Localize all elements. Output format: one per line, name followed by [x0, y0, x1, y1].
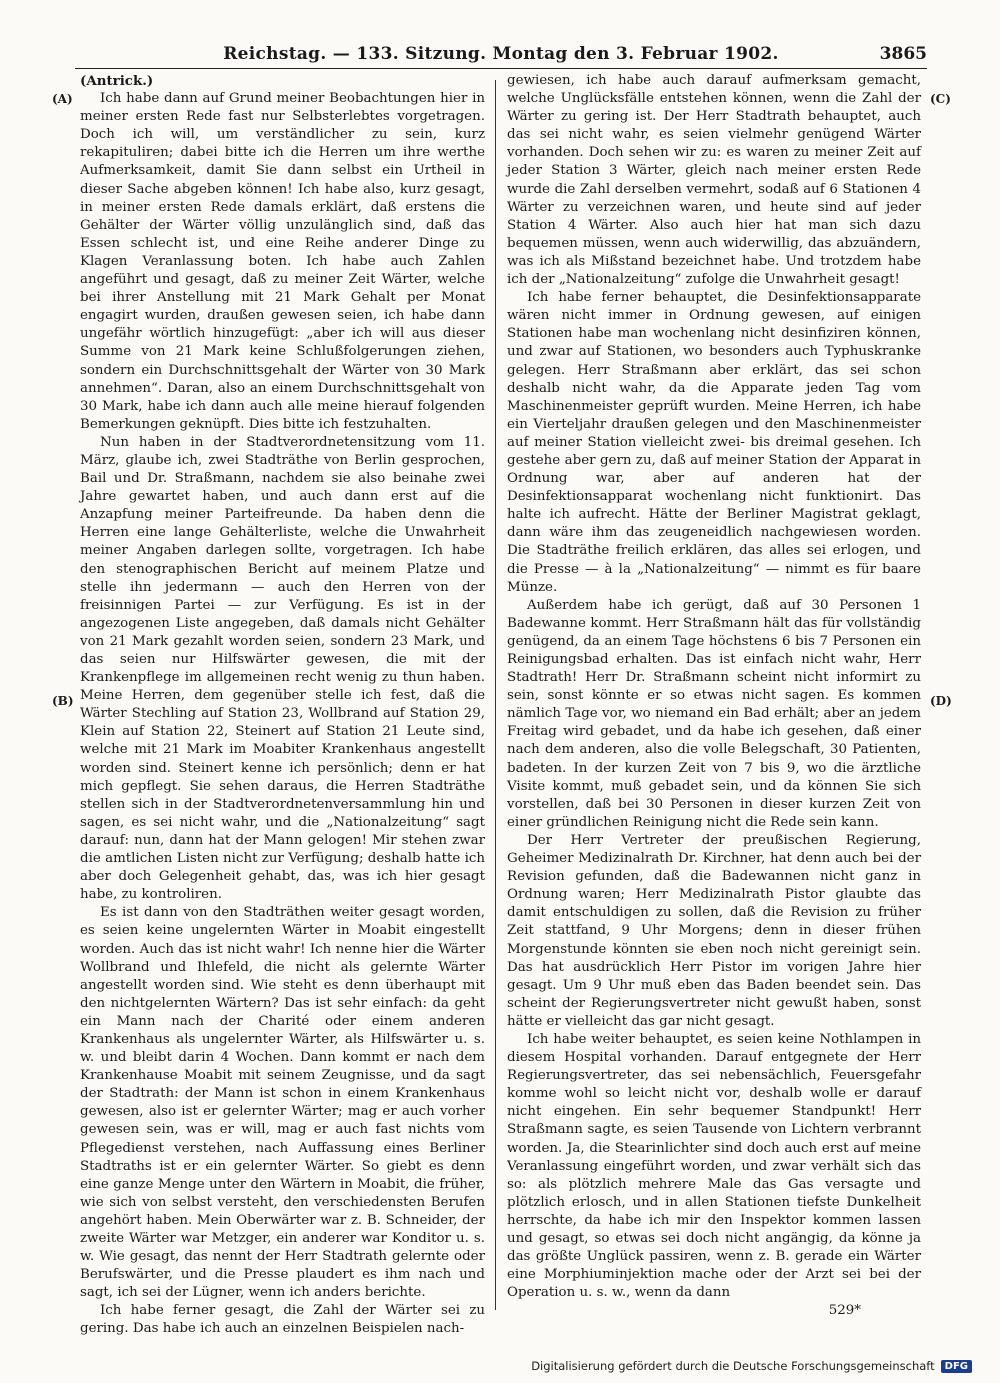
margin-marker-b: (B) — [52, 694, 74, 708]
signature-mark: 529* — [828, 1303, 861, 1319]
margin-marker-c: (C) — [930, 92, 951, 106]
paragraph: Der Herr Vertreter der preußischen Regierung, Geheimer Medizinalrath Dr. Kirchner, hat denn auch bei der Revision gefunden, daß die Badewannen nicht ganz in Ordnung waren; Herr Medizinalrath Pistor glaubte das damit entschuldigen zu sollen, daß die Revision zu früher Zeit stattfand, 9 Uhr Morgens; denn in dieser frühen Morgenstunde könnten sie eben noch nicht gereinigt sein. Das hat ausdrücklich Herr Pistor im vorigen Jahre hier gesagt. Um 9 Uhr muß eben das Baden beendet sein. Das scheint der Regierungsvertreter nicht gewußt haben, sonst hätte er vielleicht das gar nicht gesagt. — [507, 832, 921, 1029]
speaker-label: (Antrick.) — [80, 73, 154, 89]
page-number: 3865 — [879, 44, 927, 64]
paragraph: Ich habe dann auf Grund meiner Beobachtungen hier in meiner ersten Rede fast nur Selbsterlebtes vorgetragen. Doch ich will, um verständlicher zu sein, kurz rekapituliren; dabei bitte ich die Herren um ihre werthe Aufmerksamkeit, damit Sie dann selbst ein Urtheil in dieser Sache abgeben können! Ich habe also, kurz gesagt, in meiner ersten Rede damals erklärt, daß erstens die Gehälter der Wärter völlig unzulänglich sind, daß das Essen schlecht ist, und eine Reihe anderer Dinge zu Klagen Veranlassung boten. Ich habe auch Zahlen angeführt und gesagt, daß zu meiner Zeit Wärter, welche bei ihrer Anstellung mit 21 Mark Gehalt per Monat engagirt wurden, draußen gewesen seien, ich habe dann ungefähr wörtlich hinzugefügt: „aber ich will aus dieser Summe von 21 Mark keine Schlußfolgerungen ziehen, sondern ein Durchschnittsgehalt der Wärter von 30 Mark annehmen“. Daran, also an einem Durchschnittsgehalt von 30 Mark, habe ich dann auch alle meine hierauf folgenden Bemerkungen geknüpft. Dies bitte ich festzuhalten. — [80, 91, 485, 432]
header-title: Reichstag. — 133. Sitzung. Montag den 3. Februar 1902. — [223, 44, 779, 64]
footer-text: Digitalisierung gefördert durch die Deutsche Forschungsgemeinschaft — [531, 1359, 935, 1373]
paragraph: Nun haben in der Stadtverordnetensitzung vom 11. März, glaube ich, zwei Stadträthe von Berlin gesprochen, Bail und Dr. Straßmann, nachdem sie also beinahe zwei Jahre gewartet haben, und auch dann erst auf die Anzapfung meiner Parteifreunde. Da haben denn die Herren eine lange Gehälterliste, welche die Unwahrheit meiner Angaben darlegen sollte, vorgetragen. Ich habe den stenographischen Bericht auf meinem Platze und stelle ihn jedermann — auch den Herren von der freisinnigen Partei — zur Verfügung. Es ist in der angezogenen Liste angegeben, daß damals nicht Gehälter von 21 Mark gezahlt worden seien, sondern 23 Mark, und das seien nur Hilfswärter gewesen, die mit der Krankenpflege im allgemeinen recht wenig zu thun haben. Meine Herren, dem gegenüber stelle ich fest, daß die Wärter Stechling auf Station 23, Wollbrand auf Station 29, Klein auf Station 22, Steinert auf Station 21 Leute sind, welche mit 21 Mark im Moabiter Krankenhaus angestellt worden sind. Steinert kenne ich persönlich; denn er hat mich gepflegt. Sie sehen daraus, die Herren Stadträthe stellen sich in der Stadtverordnetenversammlung hin und sagen, es sei nicht wahr, und die „Nationalzeitung“ sagt darauf: nun, dann hat der Mann gelogen! Mir stehen zwar die amtlichen Listen nicht zur Verfügung; deshalb hatte ich aber doch Gelegenheit gehabt, das, was ich hier gesagt habe, zu kontroliren. — [80, 434, 485, 903]
paragraph: gewiesen, ich habe auch darauf aufmerksam gemacht, welche Unglücksfälle entstehen können, wenn die Zahl der Wärter zu gering ist. Der Herr Stadtrath behauptet, auch das sei nicht wahr, es seien vielmehr genügend Wärter vorhanden. Doch sehen wir zu: es waren zu meiner Zeit auf jeder Station 3 Wärter, gleich nach meiner ersten Rede wurde die Zahl derselben vermehrt, sodaß auf 6 Stationen 4 Wärter zu verzeichnen waren, und heute sind auf jeder Station 4 Wärter. Also auch hier hat man sich dazu bequemen müssen, wenn auch widerwillig, das abzuändern, was ich als Mißstand bezeichnet habe. Und trotzdem habe ich der „Nationalzeitung“ zufolge die Unwahrheit gesagt! — [507, 73, 921, 288]
right-column — [507, 72, 921, 1320]
paragraph: Ich habe ferner behauptet, die Desinfektionsapparate wären nicht immer in Ordnung gewesen, auf einigen Stationen habe man wochenlang nicht desinfiziren können, und zwar auf Stationen, wo besonders auch Typhuskranke gelegen. Herr Straßmann aber erklärt, das sei schon deshalb nicht wahr, da die Apparate jeden Tag vom Maschinenmeister geprüft wurden. Meine Herren, ich habe ein Vierteljahr draußen gelegen und den Maschinenmeister auf meiner Station vielleicht zwei- bis dreimal gesehen. Ich gestehe aber gern zu, daß auf meiner Station der Apparat in Ordnung war, aber auf anderen hat der Desinfektionsapparat wochenlang nicht funktionirt. Das halte ich aufrecht. Hätte der Berliner Magistrat geklagt, dann wäre ihm das zeugeneidlich nachgewiesen worden. Die Stadträthe freilich erklären, das alles sei erlogen, und die Presse — à la „Nationalzeitung“ — nimmt es für baare Münze. — [507, 290, 921, 595]
column-divider — [495, 80, 496, 1310]
footer — [531, 1359, 972, 1373]
page-header — [75, 44, 927, 69]
paragraph: Ich habe weiter behauptet, es seien keine Nothlampen in diesem Hospital vorhanden. Darauf entgegnete der Herr Regierungsvertreter, das sei nebensächlich, Feuersgefahr komme wohl so leicht nicht vor, deshalb wolle er darauf nicht eingehen. Ein sehr bequemer Standpunkt! Herr Straßmann sagte, es seien Tausende von Lichtern verbrannt worden. Ja, die Stearinlichter sind doch auch erst auf meine Veranlassung eingeführt worden, und zwar verhält sich das so: als plötzlich mehrere Male das Gas versagte und plötzlich erlosch, und in allen Stationen tiefste Dunkelheit herrschte, da habe ich mir den Inspektor kommen lassen und gesagt, so etwas sei doch nicht angängig, da könne ja das größte Unglück passiren, wenn z. B. gerade ein Wärter eine Morphiuminjektion mache oder der Arzt sei bei der Operation u. s. w., wenn da dann — [507, 1031, 921, 1301]
margin-marker-a: (A) — [52, 92, 73, 106]
paragraph: Außerdem habe ich gerügt, daß auf 30 Personen 1 Badewanne kommt. Herr Straßmann hält das für vollständig genügend, da an einem Tage höchstens 6 bis 7 Personen ein Reinigungsbad erhalten. Das ist einfach nicht wahr, Herr Stadtrath! Herr Dr. Straßmann scheint nicht informirt zu sein, sonst könnte er so etwas nicht sagen. Es kommen nämlich Tage vor, wo niemand ein Bad erhält; aber an jedem Freitag wird gebadet, und da habe ich gesehen, daß einer nach dem anderen, also die volle Belegschaft, 30 Patienten, badeten. In der kurzen Zeit von 7 bis 9, wo die ärztliche Visite kommt, muß gebadet sein, und da können Sie sich vorstellen, daß bei 30 Personen in dieser kurzen Zeit von einer gründlichen Reinigung nicht die Rede sein kann. — [507, 597, 921, 830]
margin-marker-d: (D) — [930, 694, 952, 708]
left-column — [80, 72, 485, 1339]
dfg-logo-icon: DFG — [941, 1360, 972, 1373]
paragraph: Es ist dann von den Stadträthen weiter gesagt worden, es seien keine ungelernten Wärter in Moabit eingestellt worden. Auch das ist nicht wahr! Ich nenne hier die Wärter Wollbrand und Ihlefeld, die nicht als gelernte Wärter angestellt worden sind. Wie steht es denn überhaupt mit den nichtgelernten Wärtern? Das ist sehr einfach: da geht ein Mann nach der Charité oder einem anderen Krankenhaus als ungelernter Wärter, als Hilfswärter u. s. w. und bleibt darin 4 Wochen. Dann kommt er nach dem Krankenhause Moabit mit seinem Zeugnisse, und da sagt der Stadtrath: der Mann ist schon in einem Krankenhaus gewesen, also ist er gelernter Wärter; mag er auch vorher gewesen sein, was er will, mag er auch fast nichts vom Pflegedienst verstehen, nach Auffassung eines Berliner Stadtraths ist er ein gelernter Wärter. So giebt es denn eine ganze Menge unter den Wärtern in Moabit, die früher, wie sich von selbst versteht, den verschiedensten Berufen angehört haben. Mein Oberwärter war z. B. Schneider, der zweite Wärter war Metzger, ein anderer war Konditor u. s. w. Wie gesagt, das nennt der Herr Stadtrath gelernte oder Berufswärter, und die Presse plaudert es ihm nach und sagt, ich sei der Lügner, wenn ich anders berichte. — [80, 905, 485, 1301]
paragraph: Ich habe ferner gesagt, die Zahl der Wärter sei zu gering. Das habe ich auch an einzelnen Beispielen nach- — [80, 1303, 485, 1337]
